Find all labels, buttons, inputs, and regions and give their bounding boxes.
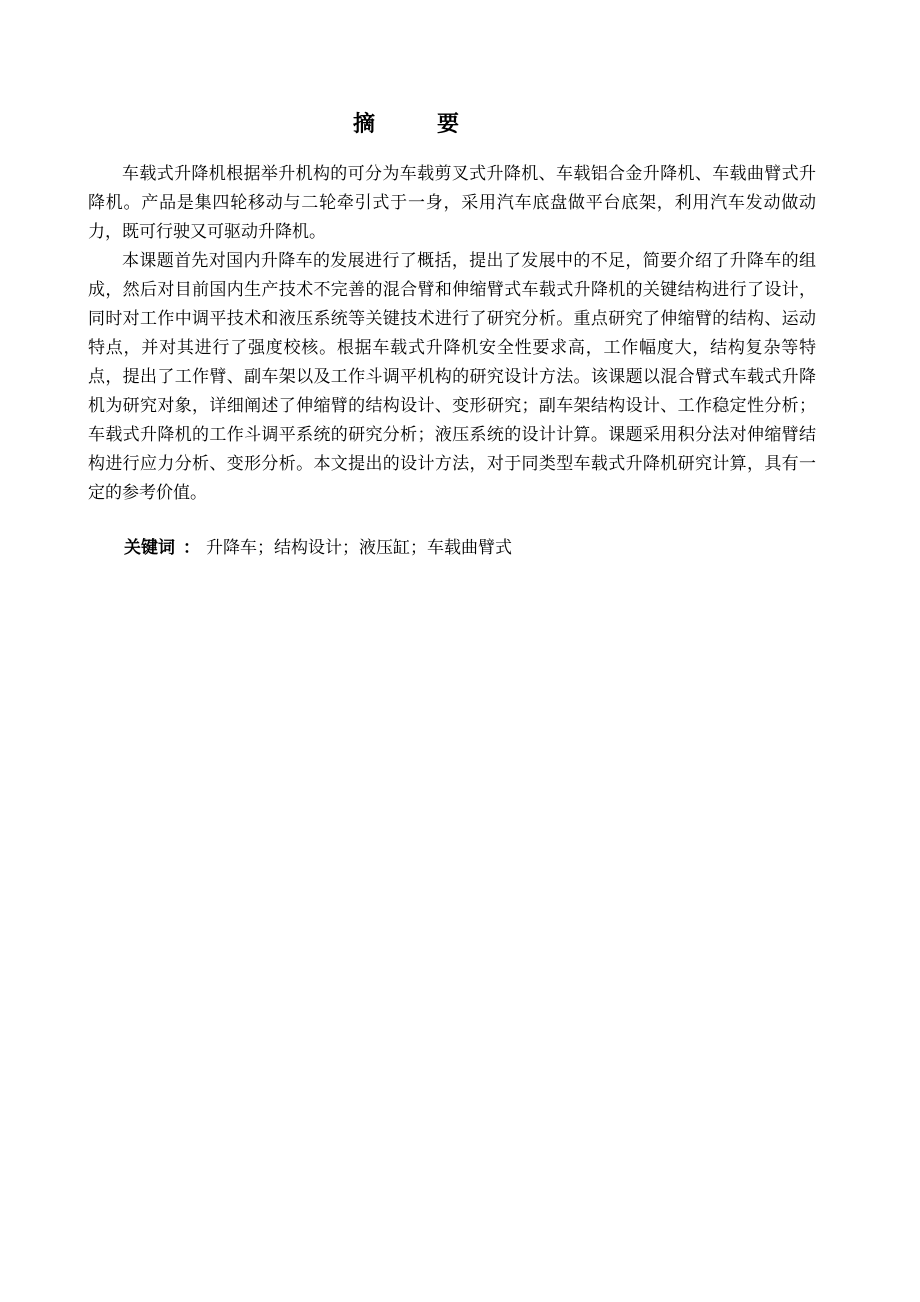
abstract-title: 摘 要 xyxy=(352,112,479,137)
abstract-body xyxy=(88,160,816,508)
abstract-paragraph-2: 本课题首先对国内升降车的发展进行了概括，提出了发展中的不足，简要介绍了升降车的组成，然后对目前国内生产技术不完善的混合臂和伸缩臂式车载式升降机的关键结构进行了设计，同时对工作中调平技术和液压系统等关键技术进行了研究分析。重点研究了伸缩臂的结构、运动特点，并对其进行了强度校核。根据车载式升降机安全性要求高，工作幅度大，结构复杂等特点，提出了工作臂、副车架以及工作斗调平机构的研究设计方法。该课题以混合臂式车载式升降机为研究对象，详细阐述了伸缩臂的结构设计、变形研究；副车架结构设计、工作稳定性分析；车载式升降机的工作斗调平系统的研究分析；液压系统的设计计算。课题采用积分法对伸缩臂结构进行应力分析、变形分析。本文提出的设计方法，对于同类型车载式升降机研究计算，具有一定的参考价值。 xyxy=(88,251,816,503)
keywords-separator: ： xyxy=(183,538,200,558)
keywords-line xyxy=(124,534,824,563)
keywords-label: 关键词 xyxy=(124,538,175,558)
abstract-paragraph-1: 车载式升降机根据举升机构的可分为车载剪叉式升降机、车载铝合金升降机、车载曲臂式升降机。产品是集四轮移动与二轮牵引式于一身，采用汽车底盘做平台底架，利用汽车发动做动力，既可行驶又可驱动升降机。 xyxy=(88,164,816,242)
keywords-text: 升降车；结构设计；液压缸；车载曲臂式 xyxy=(206,538,512,558)
